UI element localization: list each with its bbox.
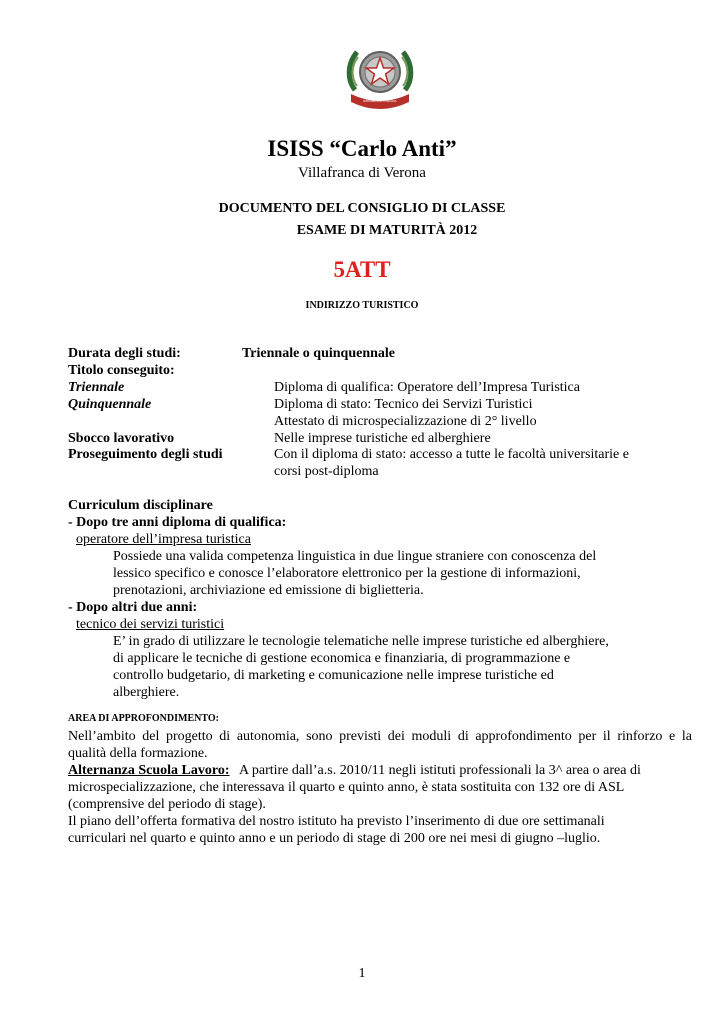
durata-value: Triennale o quinquennale [242, 346, 396, 361]
curriculum-part2-line: di applicare le tecniche di gestione economica e finanziaria, di programmazione e [113, 651, 571, 666]
triennale-label: Triennale [68, 380, 125, 395]
curriculum-part1-line: Possiede una valida competenza linguistica in due lingue straniere con conoscenza del [113, 549, 597, 564]
approfondimento-p3-line2: curriculari nel quarto e quinto anno e un periodo di stage di 200 ore nei mesi di giugno –luglio. [68, 831, 601, 846]
curriculum-part2-line: alberghiere. [113, 685, 180, 700]
curriculum-part2-line: E’ in grado di utilizzare le tecnologie telematiche nelle imprese turistiche ed alberghiere, [113, 634, 609, 649]
curriculum-part1-line: prenotazioni, archiviazione ed emissione di biglietteria. [113, 583, 424, 598]
document-title: DOCUMENTO DEL CONSIGLIO DI CLASSE [218, 201, 506, 216]
quinquennale-value: Diploma di stato: Tecnico dei Servizi Turistici [274, 397, 533, 412]
titolo-label: Titolo conseguito: [68, 363, 175, 378]
curriculum-part1-sub: operatore dell’impresa turistica [76, 532, 251, 547]
sbocco-label: Sbocco lavorativo [68, 431, 175, 446]
alternanza-line2: microspecializzazione, che interessava il quarto e quinto anno, è stata sostituita con 132 ore di ASL [68, 780, 625, 795]
curriculum-part1-line: lessico specifico e conosce l’elaboratore elettronico per la gestione di informazioni, [113, 566, 581, 581]
alternanza-line1 [68, 762, 641, 779]
school-city: Villafranca di Verona [298, 165, 426, 181]
curriculum-part2-line: controllo budgetario, di marketing e comunicazione nelle imprese turistiche ed [113, 668, 554, 683]
approfondimento-p3-line1: Il piano dell’offerta formativa del nostro istituto ha previsto l’inserimento di due ore settimanali [68, 814, 605, 829]
triennale-value: Diploma di qualifica: Operatore dell’Impresa Turistica [274, 380, 580, 395]
curriculum-title: Curriculum disciplinare [68, 498, 213, 513]
approfondimento-p1-line1: Nell’ambito del progetto di autonomia, sono previsti dei moduli di approfondimento per il rinforzo e la [68, 729, 692, 744]
curriculum-part1-heading: - Dopo tre anni diploma di qualifica: [68, 515, 287, 530]
emblem-graphic [345, 42, 415, 114]
alternanza-line3: (comprensive del periodo di stage). [68, 797, 266, 812]
indirizzo-label: INDIRIZZO TURISTICO [305, 300, 419, 311]
approfondimento-p1-line2: qualità della formazione. [68, 746, 208, 761]
curriculum-part2-sub: tecnico dei servizi turistici [76, 617, 225, 632]
prosegui-value-cont: corsi post-diploma [274, 464, 379, 479]
alternanza-label: Alternanza Scuola Lavoro: [68, 763, 230, 778]
class-code: 5ATT [333, 257, 391, 282]
alternanza-text: A partire dall’a.s. 2010/11 negli istituti professionali la 3^ area o area di [239, 763, 641, 778]
italian-republic-emblem [345, 42, 415, 114]
prosegui-label: Proseguimento degli studi [68, 447, 223, 462]
durata-label: Durata degli studi: [68, 346, 181, 361]
approfondimento-title: AREA DI APPROFONDIMENTO: [68, 713, 219, 724]
exam-title: ESAME DI MATURITÀ 2012 [296, 223, 478, 238]
prosegui-value: Con il diploma di stato: accesso a tutte le facoltà universitarie e [274, 447, 629, 462]
curriculum-part2-heading: - Dopo altri due anni: [68, 600, 198, 615]
school-name: ISISS “Carlo Anti” [267, 136, 457, 161]
quinquennale-attestato: Attestato di microspecializzazione di 2° livello [274, 414, 537, 429]
page-number: 1 [358, 966, 366, 981]
sbocco-value: Nelle imprese turistiche ed alberghiere [274, 431, 491, 446]
emblem-ribbon-text: REPUBBLICA ITALIANA [363, 99, 397, 103]
quinquennale-label: Quinquennale [68, 397, 152, 412]
